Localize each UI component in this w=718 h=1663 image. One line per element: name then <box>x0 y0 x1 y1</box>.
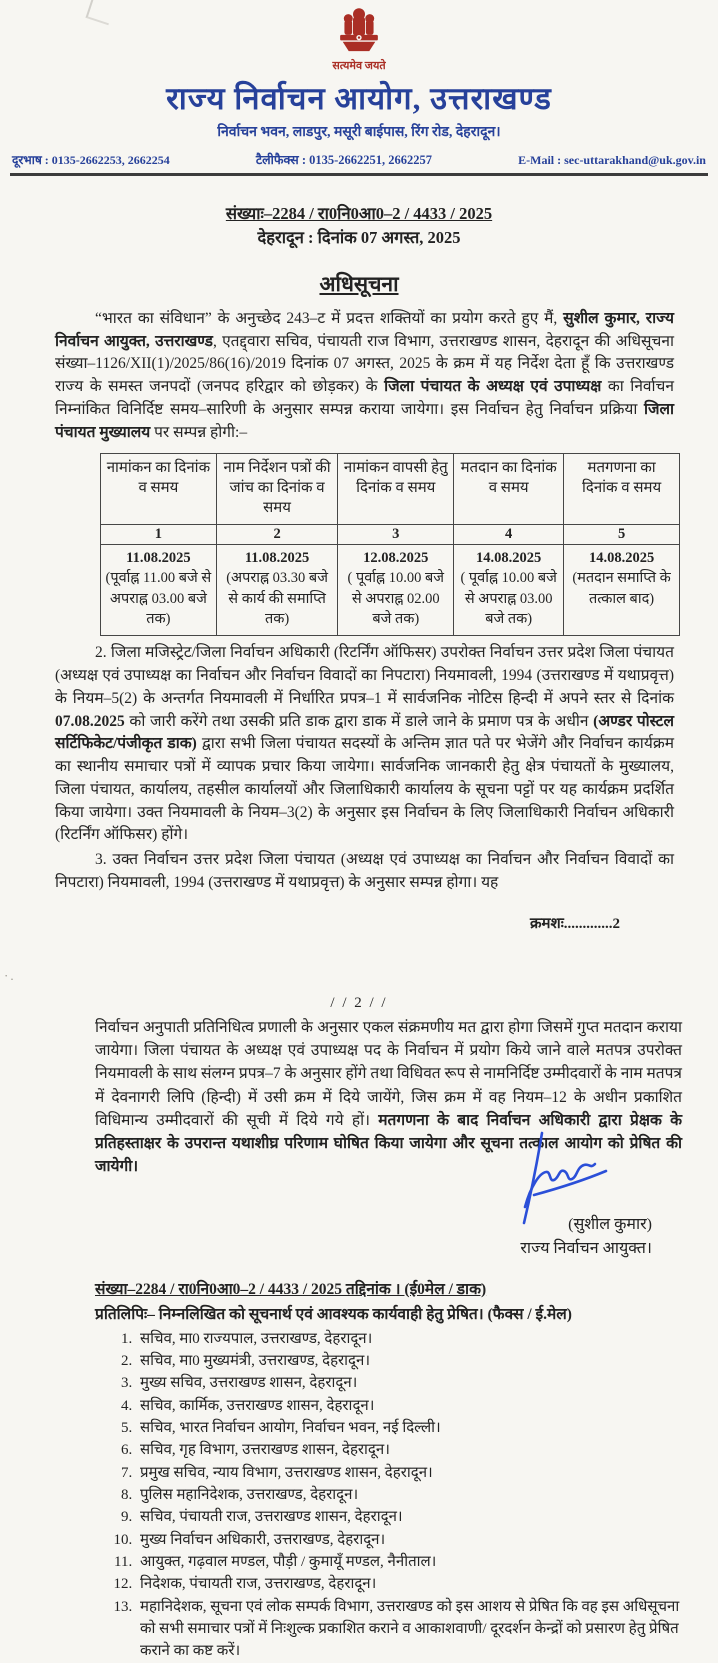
telefax-number: टैलीफैक्स : 0135-2662251, 2662257 <box>255 153 433 167</box>
paragraph-3 <box>55 849 674 895</box>
signature-block <box>10 1213 708 1261</box>
text-segment: जिला पंचायत के अध्यक्ष एवं उपाध्यक्ष <box>384 378 602 396</box>
text-segment: जिला पंचायत मुख्यालय <box>55 400 674 441</box>
schedule-date: 11.08.2025 <box>244 550 310 567</box>
recipient-text: सचिव, कार्मिक, उत्तराखण्ड शासन, देहरादून। <box>140 1397 375 1414</box>
national-emblem-icon <box>332 4 386 52</box>
recipient-text: मुख्य निर्वाचन अधिकारी, उत्तराखण्ड, देहरादून। <box>140 1531 386 1548</box>
recipient-item <box>136 1395 680 1417</box>
header-rule <box>10 173 708 176</box>
recipient-item <box>136 1529 680 1551</box>
schedule-cell <box>101 545 217 636</box>
signatory-title: राज्य निर्वाचन आयुक्त। <box>520 1239 652 1257</box>
text-segment: 3. उक्त निर्वाचन उत्तर प्रदेश जिला पंचायत (अध्यक्ष एवं उपाध्यक्ष का निर्वाचन और निर्वाचन विवादों का निपटारा) नियमावली, 1994 (उत्तराखण्ड में यथाप्रवृत्त) के अनुसार सम्पन्न होगा। यह <box>55 851 674 891</box>
copy-to-line: प्रतिलिपिः– निम्नलिखित को सूचनार्थ एवं आवश्यक कार्यवाही हेतु प्रेषित। (फैक्स / ई.मेल) <box>95 1305 572 1323</box>
schedule-detail: ( पूर्वाह्न 10.00 बजे से अपराह्न 02.00 बजे तक) <box>347 570 444 627</box>
recipient-item <box>136 1417 680 1439</box>
text-segment: , एतद्द्वारा सचिव, पंचायती राज विभाग, उत्तराखण्ड शासन, देहरादून की अधिसूचना संख्या–1126/XII(1)/2025/86(16)/2019 दिनांक 07 अगस्त, 2025 के क्रम में यह निर्देश देता हूँ कि उत्तराखण्ड राज्य के समस्त जनपदों (जनपद हरिद्वार को छोड़कर) के <box>55 332 674 396</box>
place-date-line: देहरादून : दिनांक 07 अगस्त, 2025 <box>257 227 461 247</box>
org-address: निर्वाचन भवन, लाडपुर, मसूरी बाईपास, रिंग रोड, देहरादून। <box>217 125 501 140</box>
text-segment: “भारत का संविधान” के अनुच्छेद 243–ट में प्रदत्त शक्तियों का प्रयोग करते हुए मैं, <box>95 309 564 327</box>
reference-number: संख्याः–2284 / रा0नि0आ0–2 / 4433 / 2025 <box>225 204 493 223</box>
text-segment: 07.08.2025 <box>55 712 125 730</box>
column-number: 3 <box>338 525 454 545</box>
recipient-text: सचिव, पंचायती राज, उत्तराखण्ड शासन, देहरादून। <box>140 1509 403 1526</box>
reference-block <box>10 202 708 250</box>
recipients-list <box>106 1328 680 1663</box>
column-number: 1 <box>101 525 217 545</box>
continuation-note: क्रमशः.............2 <box>530 915 620 932</box>
paragraph-1 <box>55 308 674 445</box>
text-segment: निर्वाचन अनुपाती प्रतिनिधित्व प्रणाली के अनुसार एकल संक्रमणीय मत द्वारा होगा जिसमें गुप्त मतदान कराया जायेगा। जिला पंचायत के अध्यक्ष एवं उपाध्यक्ष पद के निर्वाचन में प्रयोग किये जाने वाले मतपत्र उपरोक्त नियमावली के साथ संलग्न प्रपत्र–7 के अनुसार होंगे तथा विधिवत रूप से नामनिर्दिष्ट उम्मीदवारों के नाम मतपत्र में देवनागरी लिपि (हिन्दी) में उसी क्रम में दिये जायेंगे, जिस क्रम में वह नियम–12 के अधीन प्रकाशित विधिमान्य उम्मीदवारों की सूची में दिये गये हों। <box>95 1018 682 1129</box>
letterhead <box>10 0 708 168</box>
schedule-date: 14.08.2025 <box>476 550 542 567</box>
text-segment: मतगणना के बाद निर्वाचन अधिकारी द्वारा प्रेक्षक के प्रतिहस्ताक्षर के उपरान्त यथाशीघ्र परिणाम घोषित किया जायेगा और सूचना तत्काल आयोग को प्रेषित की जायेगी। <box>95 1111 682 1176</box>
notification-title: अधिसूचना <box>319 271 399 296</box>
emblem-caption: सत्यमेव जयते <box>332 60 386 72</box>
paragraph-2 <box>55 642 674 847</box>
phone-number: दूरभाष : 0135-2662253, 2662254 <box>12 153 170 167</box>
text-segment: पर सम्पन्न होगी:– <box>150 423 248 441</box>
recipient-item <box>136 1596 680 1663</box>
column-header: नामांकन वापसी हेतु दिनांक व समय <box>338 453 454 525</box>
recipient-text: आयुक्त, गढ़वाल मण्डल, पौड़ी / कुमायूँ मण्डल, नैनीताल। <box>140 1553 437 1570</box>
schedule-detail: (मतदान समाप्ति के तत्काल बाद) <box>572 570 671 607</box>
text-segment: का निर्वाचन निम्नांकित विनिर्दिष्ट समय–सारिणी के अनुसार सम्पन्न कराया जायेगा। इस निर्वाचन हेतु निर्वाचन प्रक्रिया <box>55 378 674 418</box>
column-header: मतदान का दिनांक व समय <box>454 453 564 525</box>
recipient-item <box>136 1462 680 1484</box>
schedule-date: 12.08.2025 <box>363 550 429 567</box>
recipient-item <box>136 1372 680 1394</box>
recipient-item <box>136 1328 680 1350</box>
recipient-item <box>136 1439 680 1461</box>
schedule-cell <box>338 545 454 636</box>
page-2-paragraph <box>95 1016 682 1179</box>
schedule-detail: (अपराह्न 03.30 बजे से कार्य की समाप्ति तक) <box>226 570 328 627</box>
text-segment: 2. जिला मजिस्ट्रेट/जिला निर्वाचन अधिकारी (रिटर्निंग ऑफिसर) उपरोक्त निर्वाचन उत्तर प्रदेश जिला पंचायत (अध्यक्ष एवं उपाध्यक्ष का निर्वाचन और निर्वाचन विवादों का निपटारा) नियमावली, 1994 (उत्तराखण्ड में यथाप्रवृत्त) के नियम–5(2) के अन्तर्गत नियमावली में निर्धारित प्रपत्र–1 में सार्वजनिक नोटिस हिन्दी में अपने स्तर से दिनांक <box>55 644 674 707</box>
schedule-detail: ( पूर्वाह्न 10.00 बजे से अपराह्न 03.00 बजे तक) <box>460 570 557 627</box>
schedule-cell <box>564 545 680 636</box>
recipient-item <box>136 1551 680 1573</box>
scan-artifact: ·. <box>4 968 16 983</box>
schedule-cell <box>216 545 338 636</box>
dispatch-reference-line: संख्या–2284 / रा0नि0आ0–2 / 4433 / 2025 तद्दिनांक । (ई0मेल / डाक) <box>95 1280 487 1298</box>
email-address: E-Mail : sec-uttarakhand@uk.gov.in <box>518 153 706 167</box>
recipient-text: महानिदेशक, सूचना एवं लोक सम्पर्क विभाग, उत्तराखण्ड को इस आशय से प्रेषित कि वह इस अधिसूचना को सभी समाचार पत्रों में निःशुल्क प्रकाशित कराने व आकाशवाणी/ दूरदर्शन केन्द्रों को प्रसारण हेतु प्रेषित कराने का कष्ट करें। <box>140 1598 680 1660</box>
page-break-gap <box>10 933 708 995</box>
contact-row <box>10 151 708 168</box>
recipient-item <box>136 1484 680 1506</box>
column-number: 2 <box>216 525 338 545</box>
text-segment: सुशील कुमार, राज्य निर्वाचन आयुक्त, उत्तराखण्ड <box>55 309 674 350</box>
recipient-text: पुलिस महानिदेशक, उत्तराखण्ड, देहरादून। <box>140 1486 359 1503</box>
recipient-item <box>136 1506 680 1528</box>
schedule-detail: (पूर्वाह्न 11.00 बजे से अपराह्न 03.00 बजे तक) <box>105 570 212 627</box>
recipient-text: प्रमुख सचिव, न्याय विभाग, उत्तराखण्ड शासन, देहरादून। <box>140 1464 433 1481</box>
recipient-text: मुख्य सचिव, उत्तराखण्ड शासन, देहरादून। <box>140 1375 358 1392</box>
signatory-name: (सुशील कुमार) <box>568 1215 652 1233</box>
recipient-item <box>136 1573 680 1595</box>
org-name: राज्य निर्वाचन आयोग, उत्तराखण्ड <box>166 81 552 116</box>
schedule-date: 14.08.2025 <box>588 550 655 567</box>
column-number: 4 <box>454 525 564 545</box>
text-segment: (अण्डर पोस्टल सर्टिफिकेट/पंजीकृत डाक) <box>55 712 675 753</box>
schedule-table <box>100 453 680 637</box>
recipient-text: निदेशक, पंचायती राज, उत्तराखण्ड, देहरादून। <box>140 1576 377 1593</box>
recipient-text: सचिव, भारत निर्वाचन आयोग, निर्वाचन भवन, नई दिल्ली। <box>140 1419 441 1436</box>
recipient-item <box>136 1350 680 1372</box>
text-segment: द्वारा सभी जिला पंचायत सदस्यों के अन्तिम ज्ञात पते पर भेजेंगे और निर्वाचन कार्यक्रम का स्थानीय समाचार पत्रों में व्यापक प्रचार किया जायेगा। सार्वजनिक जानकारी हेतु क्षेत्र पंचायतों के मुख्यालय, जिला पंचायत, कार्यालय, तहसील कार्यालयों और जिलाधिकारी कार्यालय के सूचना पट्टों पर यह कार्यक्रम प्रदर्शित किया जायेगा। उक्त नियमावली के नियम–3(2) के अनुसार इस निर्वाचन के लिए जिलाधिकारी निर्वाचन अधिकारी (रिटर्निंग ऑफिसर) होंगे। <box>55 735 674 844</box>
recipient-text: सचिव, मा0 मुख्यमंत्री, उत्तराखण्ड, देहरादून। <box>140 1352 371 1369</box>
recipient-text: सचिव, गृह विभाग, उत्तराखण्ड शासन, देहरादून। <box>140 1442 390 1459</box>
schedule-cell <box>454 545 564 636</box>
column-header: नामांकन का दिनांक व समय <box>101 453 217 525</box>
page-2-marker: / / 2 / / <box>330 994 388 1011</box>
recipient-text: सचिव, मा0 राज्यपाल, उत्तराखण्ड, देहरादून। <box>140 1330 373 1347</box>
text-segment: को जारी करेंगे तथा उसकी प्रति डाक द्वारा डाक में डाले जाने के प्रमाण पत्र के अधीन <box>124 712 594 730</box>
schedule-date: 11.08.2025 <box>126 550 191 567</box>
column-number: 5 <box>564 525 680 545</box>
column-header: मतगणना का दिनांक व समय <box>564 453 680 525</box>
column-header: नाम निर्देशन पत्रों की जांच का दिनांक व समय <box>216 453 338 525</box>
